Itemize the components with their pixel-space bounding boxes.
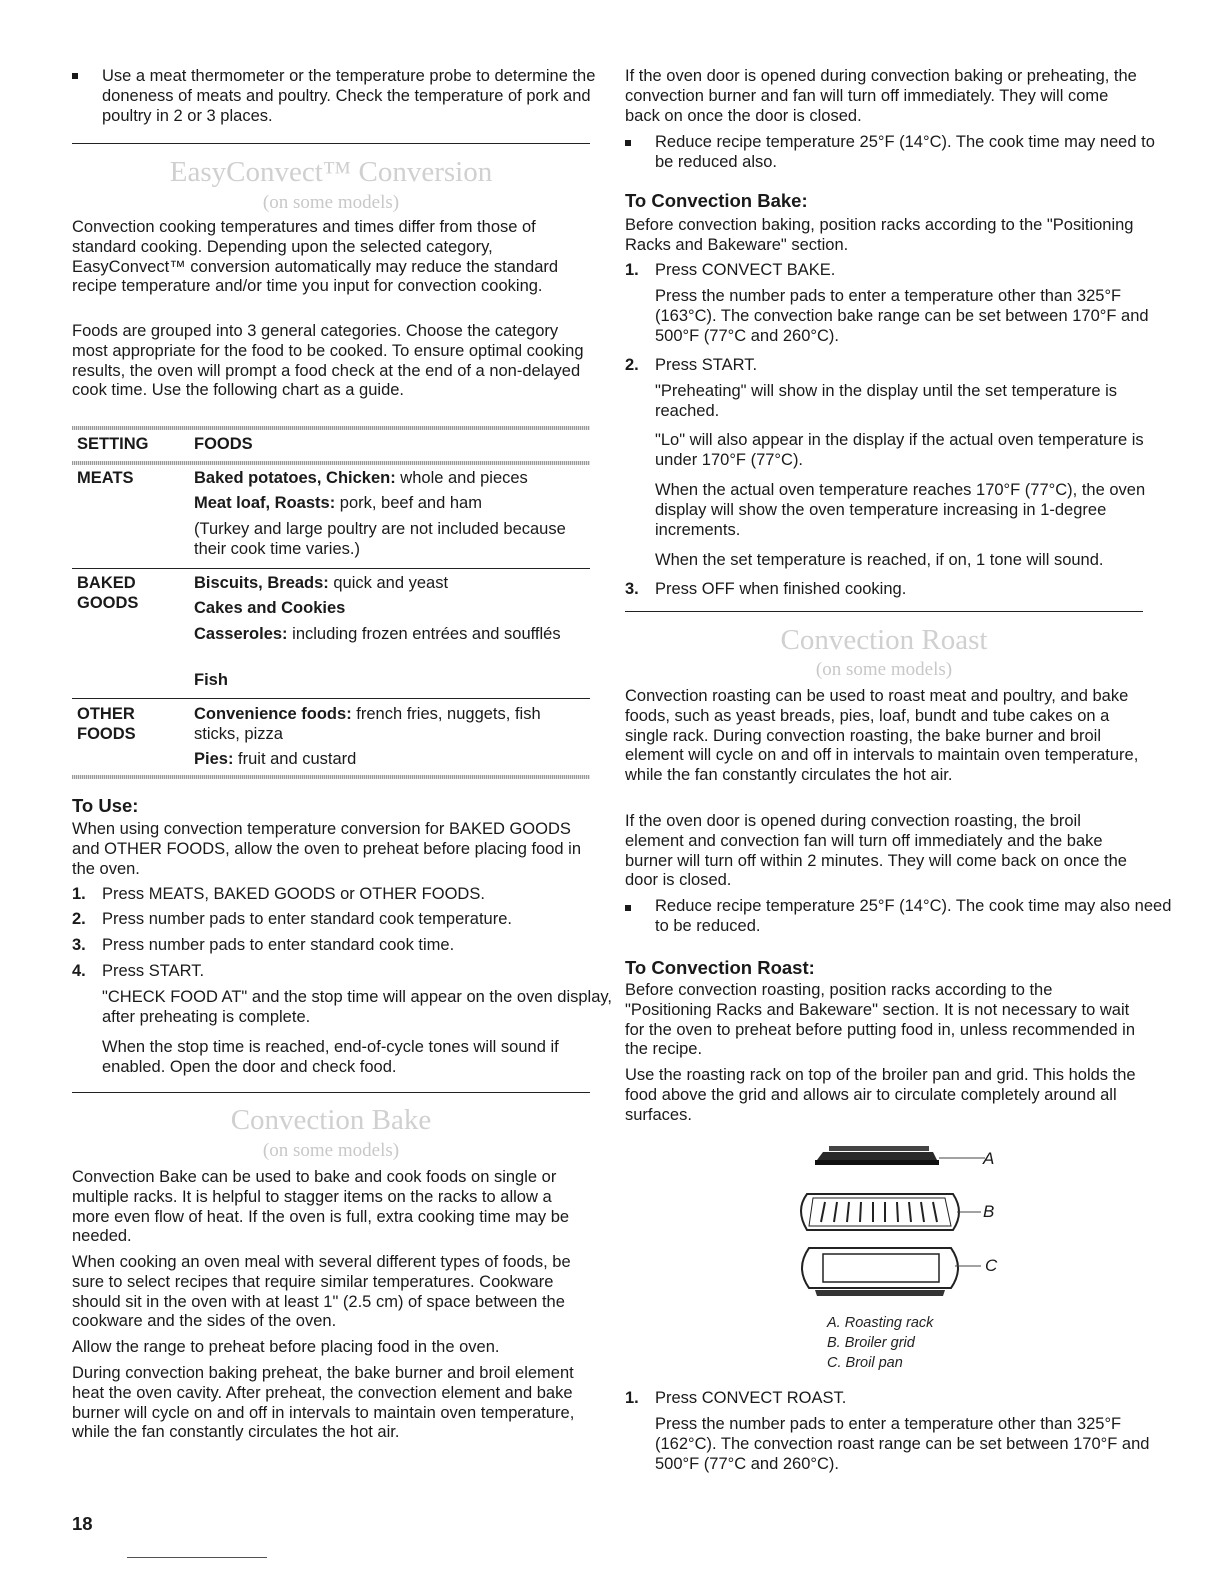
caption-roasting-rack: A. Roasting rack xyxy=(827,1315,934,1331)
convection-roast-bullet: Reduce recipe temperature 25°F (14°C). The cook time may also need to be reduced. xyxy=(655,897,1172,935)
caption-broiler-grid: B. Broiler grid xyxy=(827,1335,915,1351)
foods-other-row-1: Convenience foods: french fries, nuggets, fish sticks, pizza xyxy=(194,705,541,743)
bake-step-2: Press START. xyxy=(655,356,758,374)
convection-bake-paragraph-3: Allow the range to preheat before placing food in the oven. xyxy=(72,1338,500,1356)
foods-other-row-2: Pies: fruit and custard xyxy=(194,750,357,768)
figure-label-a: A xyxy=(983,1149,995,1168)
convection-roast-title: Convection Roast xyxy=(780,624,988,656)
to-convection-roast-paragraph-2: Use the roasting rack on top of the broiler pan and grid. This holds the food above the grid and allows air to circulate completely around all surfaces. xyxy=(625,1066,1136,1124)
easyconvect-title: EasyConvect™ Conversion xyxy=(169,156,493,188)
table-header-rule xyxy=(72,461,590,465)
roast-step-1: Press CONVECT ROAST. xyxy=(655,1389,847,1407)
convection-bake-paragraph-4: During convection baking preheat, the bake burner and broil element heat the oven cavity. After preheat, the convection element and bake burner will cycle on and off in intervals to maintain oven temperature, while the fan constantly circulates the hot air. xyxy=(72,1364,575,1442)
section-divider xyxy=(72,1092,590,1093)
step-number: 4. xyxy=(72,962,86,980)
bake-step-2-note-2: "Lo" will also appear in the display if the actual oven temperature is under 170°F (77°C). xyxy=(655,431,1144,469)
foods-baked-row-4: Fish xyxy=(194,671,228,689)
step-number: 1. xyxy=(625,1389,639,1407)
roasting-pan-illustration xyxy=(785,1132,1005,1312)
caption-broil-pan: C. Broil pan xyxy=(827,1355,903,1371)
setting-baked-goods: BAKED GOODS xyxy=(77,574,139,612)
setting-other-foods: OTHER FOODS xyxy=(77,705,136,743)
to-use-step-4-note-2: When the stop time is reached, end-of-cycle tones will sound if enabled. Open the door and check food. xyxy=(102,1038,559,1076)
page-number: 18 xyxy=(72,1513,93,1534)
foods-meats-row-2: Meat loaf, Roasts: pork, beef and ham xyxy=(194,494,482,512)
bake-step-1: Press CONVECT BAKE. xyxy=(655,261,836,279)
table-row-rule xyxy=(72,568,590,569)
step-number: 3. xyxy=(625,580,639,598)
setting-meats: MEATS xyxy=(77,469,134,487)
reduce-temp-bullet: Reduce recipe temperature 25°F (14°C). The cook time may need to be reduced also. xyxy=(655,133,1155,171)
step-number: 2. xyxy=(72,910,86,928)
to-use-heading: To Use: xyxy=(72,795,139,816)
table-bottom-rule xyxy=(72,775,590,779)
foods-meats-row-1: Baked potatoes, Chicken: whole and pieces xyxy=(194,469,528,487)
easyconvect-paragraph-2: Foods are grouped into 3 general categories. Choose the category most appropriate for the food to be cooked. To ensure optimal cooking results, the oven will prompt a food check at the end of a non-delayed cook time. Use the following chart as a guide. xyxy=(72,322,584,400)
broiler-grid-icon xyxy=(801,1194,981,1230)
step-number: 2. xyxy=(625,356,639,374)
convection-bake-paragraph-2: When cooking an oven meal with several different types of foods, be sure to select recipes that require similar temperatures. Cookware should sit in the oven with at least 1" (2.5 cm) of space between the cookware and the sides of the oven. xyxy=(72,1253,571,1331)
foods-meats-note: (Turkey and large poultry are not included because their cook time varies.) xyxy=(194,520,566,558)
footer-line xyxy=(127,1557,267,1558)
convection-roast-paragraph-1: Convection roasting can be used to roast meat and poultry, and bake foods, such as yeast breads, pies, loaf, bundt and tube cakes on a single rack. During convection roasting, the bake burner and broil element will cycle on and off in intervals to maintain oven temperature, while the fan constantly circulates the hot air. xyxy=(625,687,1139,785)
bake-step-2-note-3: When the actual oven temperature reaches 170°F (77°C), the oven display will show the oven temperature increasing in 1-degree increments. xyxy=(655,481,1146,539)
to-convection-bake-intro: Before convection baking, position racks according to the "Positioning Racks and Bakeware" section. xyxy=(625,216,1134,254)
to-use-step-2: Press number pads to enter standard cook temperature. xyxy=(102,910,512,928)
table-row-rule xyxy=(72,698,590,699)
convection-bake-subtitle: (on some models) xyxy=(262,1140,400,1161)
to-use-step-4: Press START. xyxy=(102,962,205,980)
bake-step-3: Press OFF when finished cooking. xyxy=(655,580,907,598)
table-header-setting: SETTING xyxy=(77,435,149,453)
foods-baked-row-1: Biscuits, Breads: quick and yeast xyxy=(194,574,449,592)
step-number: 1. xyxy=(72,885,86,903)
to-use-intro: When using convection temperature conversion for BAKED GOODS and OTHER FOODS, allow the oven to preheat before placing food in the oven. xyxy=(72,820,582,878)
table-top-rule xyxy=(72,426,590,430)
to-convection-roast-heading: To Convection Roast: xyxy=(625,957,815,978)
to-use-step-3: Press number pads to enter standard cook time. xyxy=(102,936,455,954)
figure-label-b: B xyxy=(983,1202,995,1221)
convection-bake-title: Convection Bake xyxy=(230,1104,432,1136)
section-divider xyxy=(72,143,590,144)
convection-bake-paragraph-1: Convection Bake can be used to bake and cook foods on single or multiple racks. It is helpful to stagger items on the racks to allow a more even flow of heat. If the oven is full, extra cooking time may be needed. xyxy=(72,1168,570,1246)
roast-step-1-note: Press the number pads to enter a temperature other than 325°F (162°C). The convection roast range can be set between 170°F and 500°F (77°C and 260°C). xyxy=(655,1415,1150,1473)
roasting-rack-icon xyxy=(815,1146,985,1165)
to-convection-roast-paragraph-1: Before convection roasting, position racks according to the "Positioning Racks and Bakeware" section. It is not necessary to wait for the oven to preheat before putting food in, unless recommended in the recipe. xyxy=(625,981,1135,1059)
door-open-paragraph: If the oven door is opened during convection baking or preheating, the convection burner and fan will turn off immediately. They will come back on once the door is closed. xyxy=(625,67,1137,125)
foods-baked-row-3: Casseroles: including frozen entrées and soufflés xyxy=(194,625,561,643)
broil-pan-icon xyxy=(802,1248,981,1296)
easyconvect-paragraph-1: Convection cooking temperatures and times differ from those of standard cooking. Depending upon the selected category, EasyConvect™ conversion automatically may reduce the standard recipe temperature and/or time you input for convection cooking. xyxy=(72,218,559,296)
section-divider xyxy=(625,611,1143,612)
easyconvect-subtitle: (on some models) xyxy=(262,192,400,213)
foods-baked-row-2: Cakes and Cookies xyxy=(194,599,346,617)
bake-step-1-note: Press the number pads to enter a temperature other than 325°F (163°C). The convection bake range can be set between 170°F and 500°F (77°C and 260°C). xyxy=(655,287,1149,345)
table-header-foods: FOODS xyxy=(194,435,253,453)
step-number: 3. xyxy=(72,936,86,954)
bake-step-2-note-4: When the set temperature is reached, if on, 1 tone will sound. xyxy=(655,551,1104,569)
to-convection-bake-heading: To Convection Bake: xyxy=(625,190,808,211)
convection-roast-paragraph-2: If the oven door is opened during convection roasting, the broil element and convection fan will turn off immediately and the bake burner will turn off within 2 minutes. They will come back on once the door is closed. xyxy=(625,812,1127,890)
bake-step-2-note-1: "Preheating" will show in the display until the set temperature is reached. xyxy=(655,382,1118,420)
figure-label-c: C xyxy=(985,1256,998,1275)
to-use-step-4-note-1: "CHECK FOOD AT" and the stop time will appear on the oven display, after preheating is complete. xyxy=(102,988,613,1026)
to-use-step-1: Press MEATS, BAKED GOODS or OTHER FOODS. xyxy=(102,885,485,903)
convection-roast-subtitle: (on some models) xyxy=(815,659,953,680)
thermometer-bullet-text: Use a meat thermometer or the temperature probe to determine the doneness of meats and poultry. Check the temperature of pork and poultry in 2 or 3 places. xyxy=(102,67,596,125)
step-number: 1. xyxy=(625,261,639,279)
